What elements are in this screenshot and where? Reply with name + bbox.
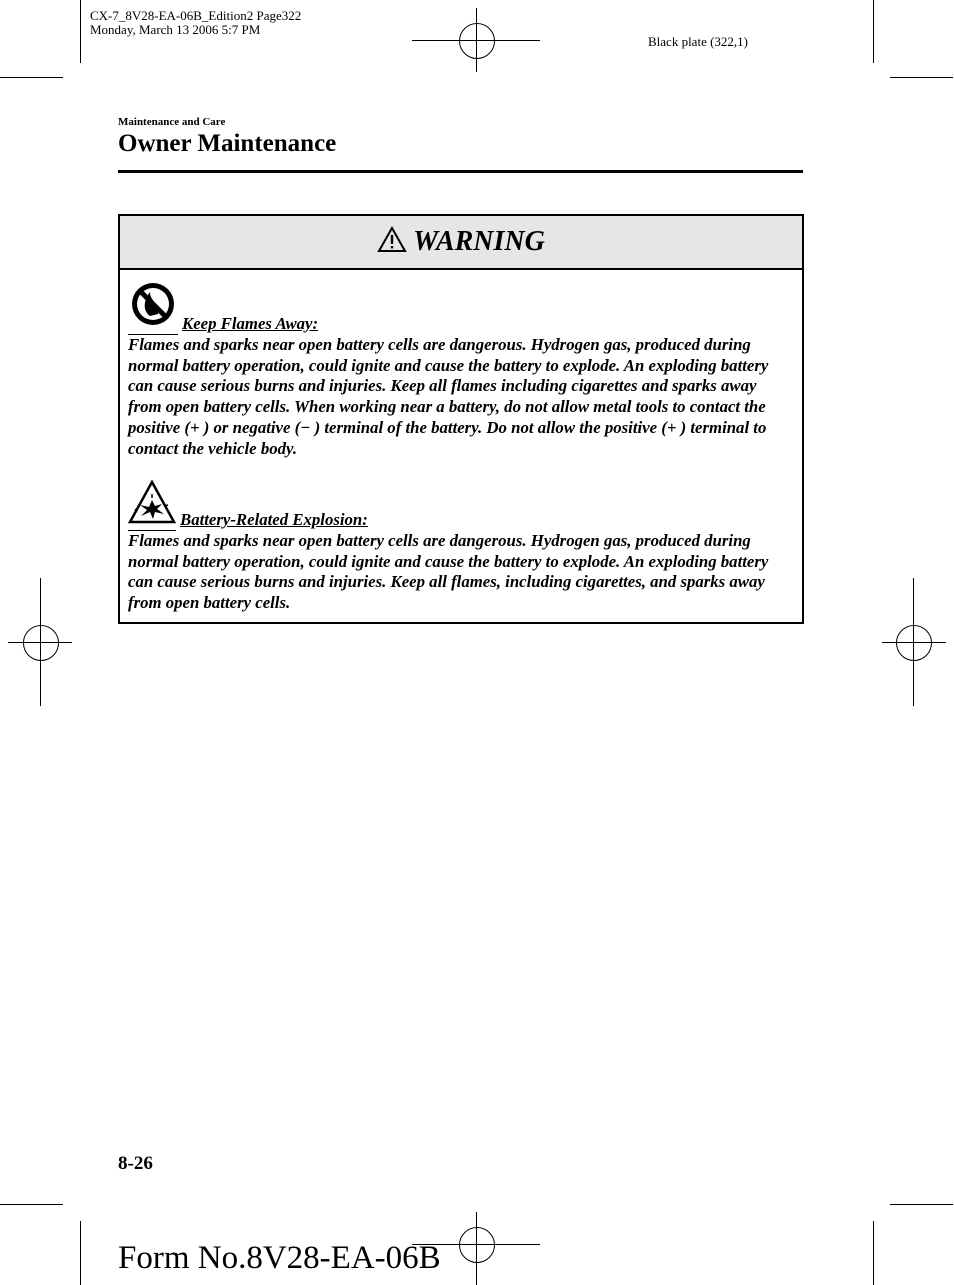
crop-mark xyxy=(0,1204,63,1205)
warning-triangle-icon xyxy=(377,226,407,258)
registration-mark xyxy=(459,23,495,59)
plate-info: Black plate (322,1) xyxy=(648,34,748,49)
registration-mark xyxy=(459,1227,495,1263)
page-number: 8-26 xyxy=(118,1153,153,1174)
warning-text: ) terminal of the battery. Do not allow the positive ( xyxy=(310,417,667,437)
plus-symbol: + xyxy=(666,417,677,437)
form-number: Form No.8V28-EA-06B xyxy=(118,1240,441,1276)
warning-text: ) or negative ( xyxy=(199,417,301,437)
crop-mark xyxy=(80,1221,81,1285)
warning-item-text: Flames and sparks near open battery cells are dangerous. Hydrogen gas, produced during normal battery operation, could ignite and cause the battery to explode. An exploding battery can cause serious burns and injuries. Keep all flames, including cigarettes, and sparks away from open battery cells. xyxy=(128,530,769,613)
title-divider xyxy=(118,170,803,173)
crop-mark xyxy=(890,1204,953,1205)
print-date-line: Monday, March 13 2006 5:7 PM xyxy=(90,22,261,37)
warning-box xyxy=(118,214,804,624)
crop-mark xyxy=(873,0,874,63)
warning-text: ) terminal to contact the vehicle body. xyxy=(128,417,767,458)
warning-item-explosion xyxy=(128,480,788,614)
plus-symbol: + xyxy=(189,417,200,437)
warning-item-text xyxy=(128,335,788,460)
registration-mark xyxy=(896,625,932,661)
crop-mark xyxy=(0,77,63,78)
print-job-line: CX-7_8V28-EA-06B_Edition2 Page322 xyxy=(90,8,302,23)
registration-mark xyxy=(23,625,59,661)
warning-header xyxy=(120,216,802,270)
warning-item-flames xyxy=(128,280,788,460)
crop-mark xyxy=(80,0,81,63)
crop-mark xyxy=(890,77,953,78)
battery-explosion-icon xyxy=(128,480,176,531)
crop-mark xyxy=(873,1221,874,1285)
warning-item-label: Battery-Related Explosion: xyxy=(180,510,368,529)
page-title: Owner Maintenance xyxy=(118,130,337,157)
warning-heading: WARNING xyxy=(413,226,545,257)
minus-symbol: − xyxy=(300,417,311,437)
warning-item-label: Keep Flames Away: xyxy=(182,314,319,333)
warning-text: Flames and sparks near open battery cells are dangerous. Hydrogen gas, produced during normal battery operation, could ignite and cause the battery to explode. An exploding battery can cause serious burns and injuries. Keep all flames including cigarettes and sparks away from open battery cells. When working near a battery, do not allow metal tools to contact the positive ( xyxy=(128,334,769,437)
section-title: Maintenance and Care xyxy=(118,116,226,128)
no-flames-icon xyxy=(128,280,178,335)
print-job-info xyxy=(90,9,301,37)
